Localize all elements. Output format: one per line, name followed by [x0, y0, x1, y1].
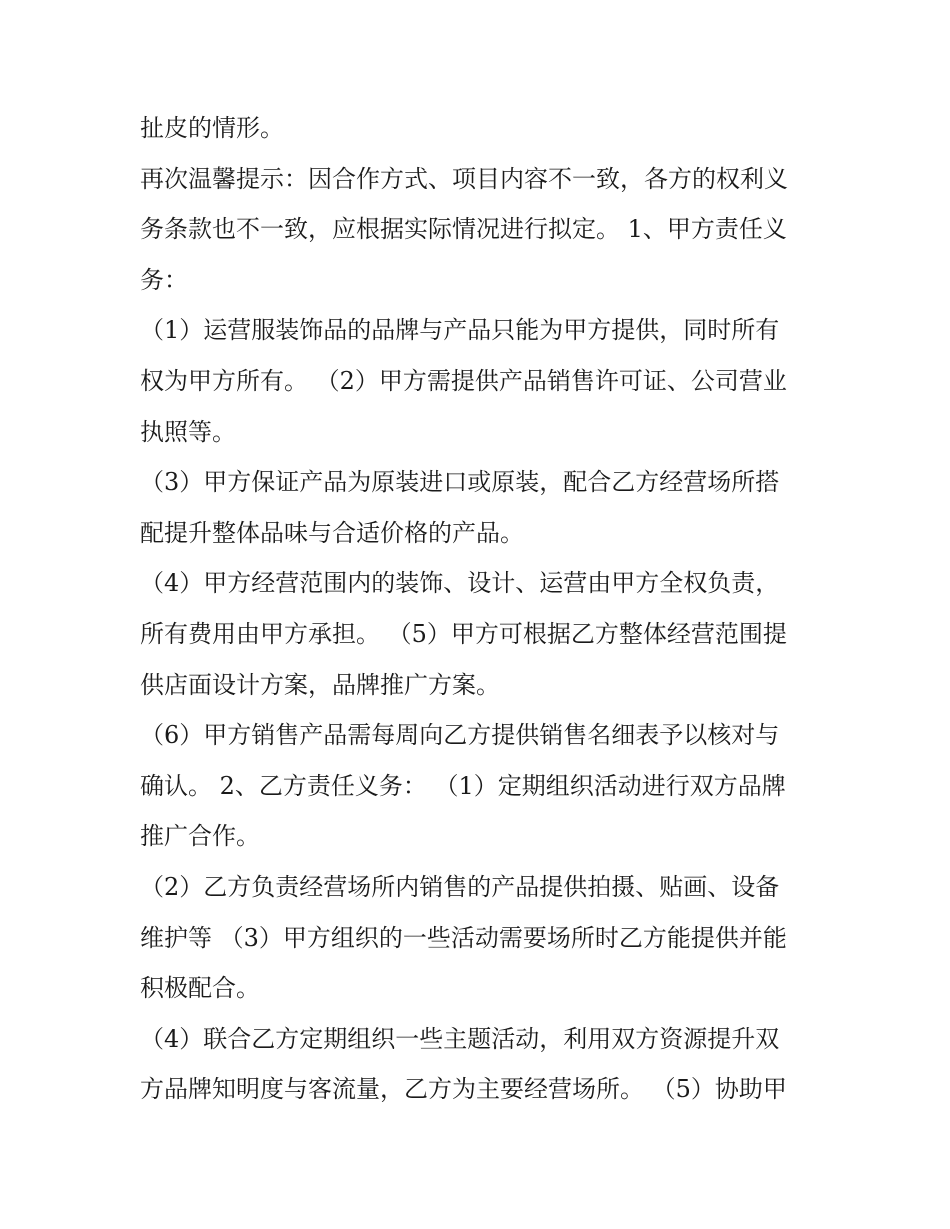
text-line: （4）甲方经营范围内的装饰、设计、运营由甲方全权负责，: [140, 569, 780, 598]
paragraph-4: [140, 457, 820, 558]
text-line: 扯皮的情形。: [140, 114, 284, 142]
paragraph-7: [140, 862, 820, 1014]
paragraph-3: [140, 305, 820, 457]
paragraph-5: [140, 558, 820, 710]
text-line: 推广合作。: [140, 822, 260, 851]
text-line: （4）联合乙方定期组织一些主题活动，利用双方资源提升双: [140, 1024, 780, 1053]
text-line: 务条款也不一致，应根据实际情况进行拟定。 1、甲方责任义: [140, 215, 787, 244]
text-line: 配提升整体品味与合适价格的产品。: [140, 518, 524, 547]
text-line: 所有费用由甲方承担。 （5）甲方可根据乙方整体经营范围提: [140, 619, 787, 648]
text-line: （2）乙方负责经营场所内销售的产品提供拍摄、贴画、设备: [140, 872, 780, 901]
text-line: 确认。 2、乙方责任义务： （1）定期组织活动进行双方品牌: [140, 771, 786, 800]
paragraph-6: [140, 710, 820, 862]
text-line: 执照等。: [140, 417, 236, 446]
paragraph-2: [140, 154, 820, 306]
text-line: 务：: [140, 265, 188, 294]
paragraph-1: [140, 103, 820, 154]
text-line: 权为甲方所有。 （2）甲方需提供产品销售许可证、公司营业: [140, 366, 787, 395]
text-line: 维护等 （3）甲方组织的一些活动需要场所时乙方能提供并能: [140, 923, 787, 952]
text-line: （1）运营服装饰品的品牌与产品只能为甲方提供，同时所有: [140, 316, 780, 345]
text-line: 再次温馨提示：因合作方式、项目内容不一致，各方的权利义: [140, 164, 788, 193]
text-line: （6）甲方销售产品需每周向乙方提供销售名细表予以核对与: [140, 721, 780, 750]
text-line: （3）甲方保证产品为原装进口或原装，配合乙方经营场所搭: [140, 468, 780, 497]
text-line: 积极配合。: [140, 974, 260, 1003]
text-line: 供店面设计方案，品牌推广方案。: [140, 670, 500, 699]
paragraph-8: [140, 1014, 820, 1115]
document-body: [140, 103, 820, 1115]
text-line: 方品牌知明度与客流量，乙方为主要经营场所。 （5）协助甲: [140, 1075, 787, 1104]
